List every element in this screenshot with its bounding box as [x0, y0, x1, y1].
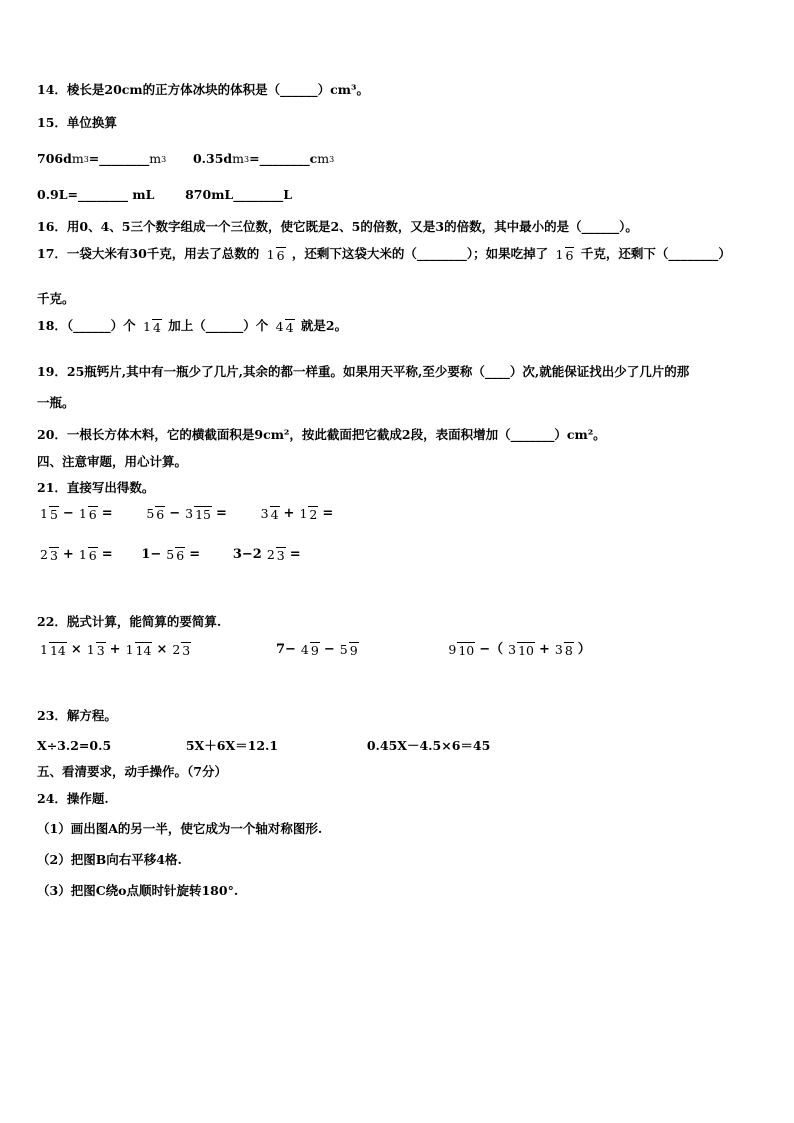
numerator: 9 — [448, 641, 457, 657]
math-operator: −（ — [479, 642, 504, 658]
denominator: 4 — [270, 507, 279, 522]
math-operator: × — [70, 642, 82, 658]
question-15-title: 15．单位换算 — [37, 115, 117, 131]
math-operator: − — [62, 506, 74, 522]
fraction — [260, 506, 280, 521]
denominator: 6 — [565, 248, 574, 263]
denominator: 9 — [310, 643, 319, 658]
question-24-step-3: （3）把图C绕o点顺时针旋转180°. — [37, 883, 239, 899]
denominator: 2 — [309, 507, 318, 522]
numerator: 1 — [125, 641, 134, 657]
question-14-text: 14．棱长是20cm的正方体冰块的体积是（______）cm³。 — [37, 82, 369, 98]
fraction — [266, 547, 286, 562]
fraction — [125, 642, 153, 657]
fraction — [142, 319, 162, 334]
numerator: 5 — [146, 505, 155, 521]
fraction — [39, 547, 59, 562]
math-operator: = — [289, 547, 301, 563]
numerator: 1 — [40, 641, 48, 657]
fraction — [145, 506, 165, 521]
fraction — [266, 247, 286, 262]
numerator: 1 — [266, 246, 275, 262]
numerator: 3 — [554, 641, 563, 657]
denominator: 3 — [276, 548, 285, 563]
question-22-title: 22．脱式计算，能简算的要简算. — [37, 614, 222, 630]
question-24-step-2: （2）把图B向右平移4格. — [37, 852, 182, 868]
question-18: 18．（______）个 1 4 加上（______）个 4 4 就是2。 — [37, 318, 348, 335]
fraction — [78, 506, 98, 521]
math-operator: ） — [577, 642, 591, 658]
math-operator: = — [101, 506, 113, 522]
denominator: 14 — [49, 643, 66, 658]
question-19-line-2: 一瓶。 — [37, 395, 75, 411]
numerator: 4 — [275, 318, 284, 334]
math-operator: − — [169, 506, 181, 522]
fraction — [39, 506, 59, 521]
denominator: 6 — [176, 548, 185, 563]
numerator: 1 — [78, 546, 87, 562]
math-operator: + — [283, 506, 295, 522]
question-22-expressions — [37, 642, 593, 657]
fraction — [171, 642, 191, 657]
denominator: 4 — [152, 320, 161, 335]
math-operator: = — [189, 547, 201, 563]
fraction — [165, 547, 185, 562]
denominator: 6 — [156, 507, 165, 522]
fraction — [554, 642, 574, 657]
denominator: 3 — [182, 643, 191, 658]
math-operator: + — [62, 547, 74, 563]
denominator: 6 — [276, 248, 285, 263]
math-operator: 1− — [141, 547, 162, 563]
fraction — [275, 319, 295, 334]
numerator: 3 — [185, 505, 194, 521]
question-21-row-1 — [37, 506, 335, 521]
denominator: 15 — [195, 507, 212, 522]
denominator: 6 — [88, 507, 97, 522]
numerator: 5 — [166, 546, 175, 562]
math-operator: 3−2 — [232, 547, 262, 563]
numerator: 2 — [172, 641, 181, 657]
question-17-line-1: 17．一袋大米有30千克，用去了总数的 1 6 ，还剩下这袋大米的（________）；如果吃掉了 1 6 千克，还剩下（________） — [37, 246, 731, 263]
question-16: 16．用0、4、5三个数字组成一个三位数，使它既是2、5的倍数，又是3的倍数，其中最小的是（______）。 — [37, 219, 638, 235]
question-21-row-2 — [37, 547, 303, 562]
question-24-step-1: （1）画出图A的另一半，使它成为一个轴对称图形. — [37, 821, 323, 837]
fraction — [555, 247, 575, 262]
denominator: 5 — [49, 507, 58, 522]
question-14 — [37, 84, 369, 97]
math-operator: + — [109, 642, 121, 658]
fraction — [184, 506, 212, 521]
section-5-heading: 五、看清要求，动手操作。（7分） — [37, 764, 227, 780]
numerator: 3 — [260, 505, 269, 521]
fraction — [507, 642, 535, 657]
numerator: 1 — [40, 505, 48, 521]
denominator: 9 — [349, 643, 358, 658]
denominator: 4 — [285, 320, 294, 335]
numerator: 1 — [78, 505, 87, 521]
numerator: 4 — [300, 641, 309, 657]
denominator: 14 — [135, 643, 152, 658]
question-17-line-2: 千克。 — [37, 291, 75, 307]
math-operator: × — [156, 642, 168, 658]
fraction — [78, 547, 98, 562]
numerator: 1 — [555, 246, 564, 262]
numerator: 1 — [86, 641, 95, 657]
question-15-line-1: 706dm3=________m3 0.35dm3=________cm3 — [37, 151, 335, 167]
math-operator: = — [101, 547, 113, 563]
question-19-line-1: 19．25瓶钙片,其中有一瓶少了几片,其余的都一样重。如果用天平称,至少要称（____）次,就能保证找出少了几片的那 — [37, 364, 690, 380]
numerator: 1 — [143, 318, 151, 334]
denominator: 3 — [96, 643, 105, 658]
fraction — [86, 642, 106, 657]
fraction — [300, 642, 320, 657]
denominator: 10 — [518, 643, 534, 658]
denominator: 10 — [458, 643, 475, 658]
numerator: 2 — [266, 546, 275, 562]
question-24-title: 24．操作题. — [37, 791, 109, 807]
question-21-title: 21．直接写出得数。 — [37, 480, 155, 496]
blank: ________ — [99, 151, 150, 167]
numerator: 3 — [508, 641, 517, 657]
question-23-equations: X÷3.2=0.5 5X＋6X＝12.1 0.45X－4.5×6＝45 — [37, 738, 491, 754]
numerator: 2 — [40, 546, 48, 562]
blank: ________ — [259, 151, 310, 167]
numerator: 1 — [299, 505, 308, 521]
math-operator: 7− — [275, 642, 296, 658]
question-20: 20．一根长方体木料，它的横截面积是9cm²，按此截面把它截成2段，表面积增加（_______）cm²。 — [37, 427, 606, 443]
math-operator: − — [323, 642, 335, 658]
question-23-title: 23．解方程。 — [37, 708, 117, 724]
math-operator: = — [216, 506, 227, 522]
fraction — [339, 642, 359, 657]
question-15-line-2: 0.9L=________ mL 870mL________L — [37, 187, 293, 203]
math-operator: + — [538, 642, 550, 658]
fraction — [39, 642, 67, 657]
math-operator: = — [322, 506, 334, 522]
denominator: 6 — [88, 548, 97, 563]
fraction — [298, 506, 318, 521]
fraction — [447, 642, 475, 657]
denominator: 3 — [49, 548, 58, 563]
numerator: 5 — [339, 641, 348, 657]
section-4-heading: 四、注意审题，用心计算。 — [37, 454, 188, 470]
denominator: 8 — [564, 643, 573, 658]
